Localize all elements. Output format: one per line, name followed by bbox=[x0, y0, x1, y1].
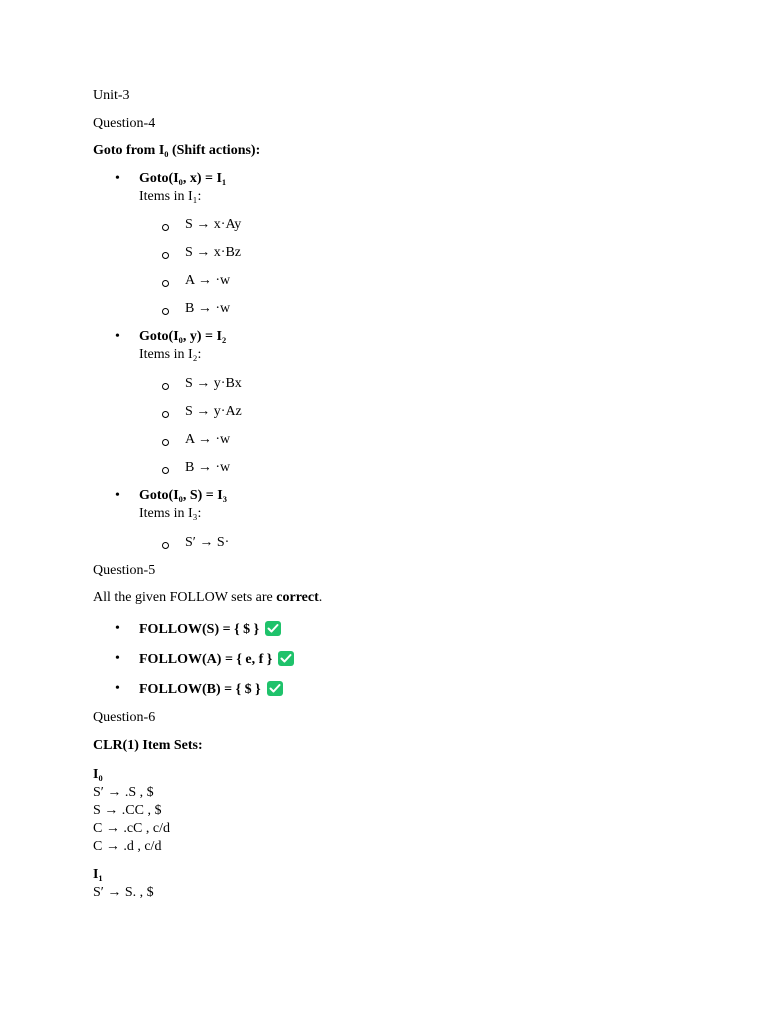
question-5-label: Question-5 bbox=[93, 563, 156, 578]
item-line: S → .CC , $ bbox=[93, 803, 162, 818]
bullet-icon: • bbox=[115, 171, 120, 186]
item-line: S′ → .S , $ bbox=[93, 785, 154, 800]
question-4-label: Question-4 bbox=[93, 116, 156, 131]
item-line: S → x·Bz bbox=[185, 245, 241, 260]
hollow-bullet-icon bbox=[162, 439, 169, 446]
hollow-bullet-icon bbox=[162, 467, 169, 474]
hollow-bullet-icon bbox=[162, 308, 169, 315]
item-set-i1 bbox=[93, 866, 154, 902]
bullet-icon: • bbox=[115, 651, 120, 666]
item-line: B → ·w bbox=[185, 301, 231, 316]
bullet-icon: • bbox=[115, 621, 120, 636]
check-mark-icon bbox=[278, 651, 294, 666]
bullet-icon: • bbox=[115, 488, 120, 503]
hollow-bullet-icon bbox=[162, 224, 169, 231]
item-set-name: I₁ bbox=[93, 867, 103, 882]
hollow-bullet-icon bbox=[162, 252, 169, 259]
goto-title: Goto(I₀, y) = I₂ bbox=[139, 329, 227, 344]
check-mark-icon bbox=[265, 621, 281, 636]
unit-label: Unit-3 bbox=[93, 88, 130, 103]
hollow-bullet-icon bbox=[162, 411, 169, 418]
item-line: A → ·w bbox=[185, 432, 231, 447]
follow-set-text: FOLLOW(A) = { e, f } bbox=[139, 652, 273, 667]
item-line: S → x·Ay bbox=[185, 217, 242, 232]
follow-set-text: FOLLOW(S) = { $ } bbox=[139, 622, 260, 637]
question-6-heading: CLR(1) Item Sets: bbox=[93, 738, 203, 753]
item-line: A → ·w bbox=[185, 273, 231, 288]
goto-items-label: Items in I₂: bbox=[139, 347, 202, 362]
follow-set-row bbox=[139, 621, 281, 638]
hollow-bullet-icon bbox=[162, 542, 169, 549]
hollow-bullet-icon bbox=[162, 383, 169, 390]
item-line: C → .cC , c/d bbox=[93, 821, 170, 836]
bullet-icon: • bbox=[115, 681, 120, 696]
question-6-label: Question-6 bbox=[93, 710, 156, 725]
goto-items-label: Items in I₁: bbox=[139, 189, 202, 204]
follow-set-text: FOLLOW(B) = { $ } bbox=[139, 682, 261, 697]
item-line: B → ·w bbox=[185, 460, 231, 475]
item-set-i0 bbox=[93, 766, 170, 856]
item-line: S′ → S· bbox=[185, 535, 230, 550]
item-line: S′ → S. , $ bbox=[93, 885, 154, 900]
goto-title: Goto(I₀, x) = I₁ bbox=[139, 171, 227, 186]
bullet-icon: • bbox=[115, 329, 120, 344]
statement-bold: correct bbox=[276, 590, 319, 605]
item-line: S → y·Bx bbox=[185, 376, 242, 391]
hollow-bullet-icon bbox=[162, 280, 169, 287]
question-5-statement bbox=[93, 590, 322, 606]
item-set-name: I₀ bbox=[93, 767, 103, 782]
follow-set-row bbox=[139, 651, 294, 668]
item-line: S → y·Az bbox=[185, 404, 242, 419]
statement-prefix: All the given FOLLOW sets are bbox=[93, 590, 277, 605]
question-4-heading: Goto from I₀ (Shift actions): bbox=[93, 143, 261, 158]
follow-set-row bbox=[139, 681, 283, 698]
check-mark-icon bbox=[267, 681, 283, 696]
goto-title: Goto(I₀, S) = I₃ bbox=[139, 488, 227, 503]
item-line: C → .d , c/d bbox=[93, 839, 162, 854]
statement-suffix: . bbox=[318, 590, 323, 605]
goto-items-label: Items in I₃: bbox=[139, 506, 202, 521]
